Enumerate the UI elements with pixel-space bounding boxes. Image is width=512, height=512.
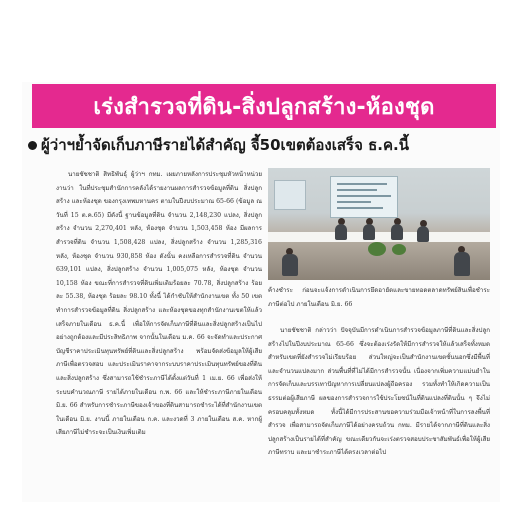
meeting-photo xyxy=(268,168,490,280)
side-screen xyxy=(274,180,306,210)
headline-banner xyxy=(32,84,496,128)
subheadline xyxy=(28,132,498,158)
meeting-table xyxy=(268,232,490,242)
body-column-right-bottom: นายชัชชาติ กล่าวว่า ปัจจุบันมีการดำเนินการสำรวจข้อมูลภาษีที่ดินและสิ่งปลูกสร้างไปในปีงบประมาณ 65-66 ซึ่งจะต้องเร่งรัดให้มีการสำรวจให้แล้วเสร็จทั้งหมด สำหรับเขตที่ยังสำรวจไม่เรียบร้อย ส่วนใหญ่จะเป็นสำนักงานเขตชั้นนอกซึ่งมีพื้นที่และจำนวนแปลงมาก ส่วนพื้นที่ที่ไม่ได้มีการสำรวจนั้น เนื่องจากเพิ่มความแม่นยำในการจัดเก็บและบรรเทาปัญหาการเปลี่ยนแปลงผู้ถือครอง รวมทั้งทำให้เกิดความเป็นธรรมต่อผู้เสียภาษี ผลของการสำรวจการใช้ประโยชน์ในที่ดินแปลงที่ดินนั้น ๆ จึงไม่ครอบคลุมทั้งหมด ทั้งนี้ได้มีการประสานขอความร่วมมือเจ้าหน้าที่ในการลงพื้นที่สำรวจ เพื่อสามารถจัดเก็บภาษีได้อย่างครบถ้วน กทม. มีรายได้จากภาษีที่ดินและสิ่งปลูกสร้างเป็นรายได้ที่สำคัญ ขณะเดียวกันจะเร่งตรวจสอบประชาสัมพันธ์เพื่อให้ผู้เสียภาษีทราบ และมาชำระภาษีได้ตรงเวลาต่อไป xyxy=(268,327,490,457)
presentation-screen xyxy=(330,176,398,218)
headline-text: เร่งสำรวจที่ดิน-สิ่งปลูกสร้าง-ห้องชุด xyxy=(93,94,435,120)
body-column-right-top: ค้างชำระ ก่อนจะแจ้งการดำเนินการยึดอายัดและขายทอดตลาดทรัพย์สินเพื่อชำระภาษีต่อไป ภายในเดือน มิ.ย. 66 xyxy=(268,287,490,308)
body-column-left: นายชัชชาติ สิทธิพันธุ์ ผู้ว่าฯ กทม. เผยภายหลังการประชุมหัวหน้าหน่วยงานว่า ในที่ประชุมสำนักการคลังได้รายงานผลการสำรวจข้อมูลที่ดิน สิ่งปลูกสร้าง และห้องชุด ของกรุงเทพมหานคร ตามในปีงบประมาณ 65-66 (ข้อมูล ณ วันที่ 15 ต.ค.65) มีดังนี้ ฐานข้อมูลที่ดิน จำนวน 2,148,230 แปลง, สิ่งปลูกสร้าง จำนวน 2,270,401 หลัง, ห้องชุด จำนวน 1,503,458 ห้อง มีผลการสำรวจที่ดิน จำนวน 1,508,428 แปลง, สิ่งปลูกสร้าง จำนวน 1,285,316 หลัง, ห้องชุด จำนวน 930,858 ห้อง ดังนั้น คงเหลือการสำรวจที่ดิน จำนวน 639,101 แปลง, สิ่งปลูกสร้าง จำนวน 1,005,075 หลัง, ห้องชุด จำนวน 10,158 ห้อง ขณะที่การสำรวจที่ดินเพิ่มเติมร้อยละ 70.78, สิ่งปลูกสร้าง ร้อยละ 55.38, ห้องชุด ร้อยละ 98.10 ทั้งนี้ ได้กำชับให้สำนักงานเขต ทั้ง 50 เขต ทำการสำรวจข้อมูลที่ดิน สิ่งปลูกสร้าง และห้องชุดของทุกสำนักงานเขตให้แล้วเสร็จภายในเดือน ธ.ค.นี้ เพื่อให้การจัดเก็บภาษีที่ดินและสิ่งปลูกสร้างเป็นไปอย่างถูกต้องและมีประสิทธิภาพ จากนั้นในเดือน ม.ค. 66 จะจัดทำและประกาศบัญชีราคาประเมินทุนทรัพย์ที่ดินและสิ่งปลูกสร้าง พร้อมจัดส่งข้อมูลให้ผู้เสียภาษีเพื่อตรวจสอบ และประเมินราคาจากระบบราคาประเมินทุนทรัพย์ของที่ดินและสิ่งปลูกสร้าง ซึ่งสามารถใช้ชำระภาษีได้ตั้งแต่วันที่ 1 เม.ย. 66 เพื่อส่งให้ระบบคำนวณภาษี รายได้ภายในเดือน ก.พ. 66 และให้ชำระภาษีภายในเดือน มิ.ย. 66 สำหรับการชำระภาษีของเจ้าของที่ดินสามารถชำระได้ที่สำนักงานเขตในเดือน มิ.ย. งานนี้ ภายในเดือน ก.ค. และงวดที่ 3 ภายในเดือน ส.ค. หากผู้เสียภาษีไม่ชำระจะเป็นเงินเพิ่มเติม xyxy=(56,171,262,437)
bullet-icon xyxy=(28,141,37,150)
subheadline-text: ผู้ว่าฯย้ำจัดเก็บภาษีรายได้สำคัญ จี้50เขตต้องเสร็จ ธ.ค.นี้ xyxy=(41,136,409,154)
